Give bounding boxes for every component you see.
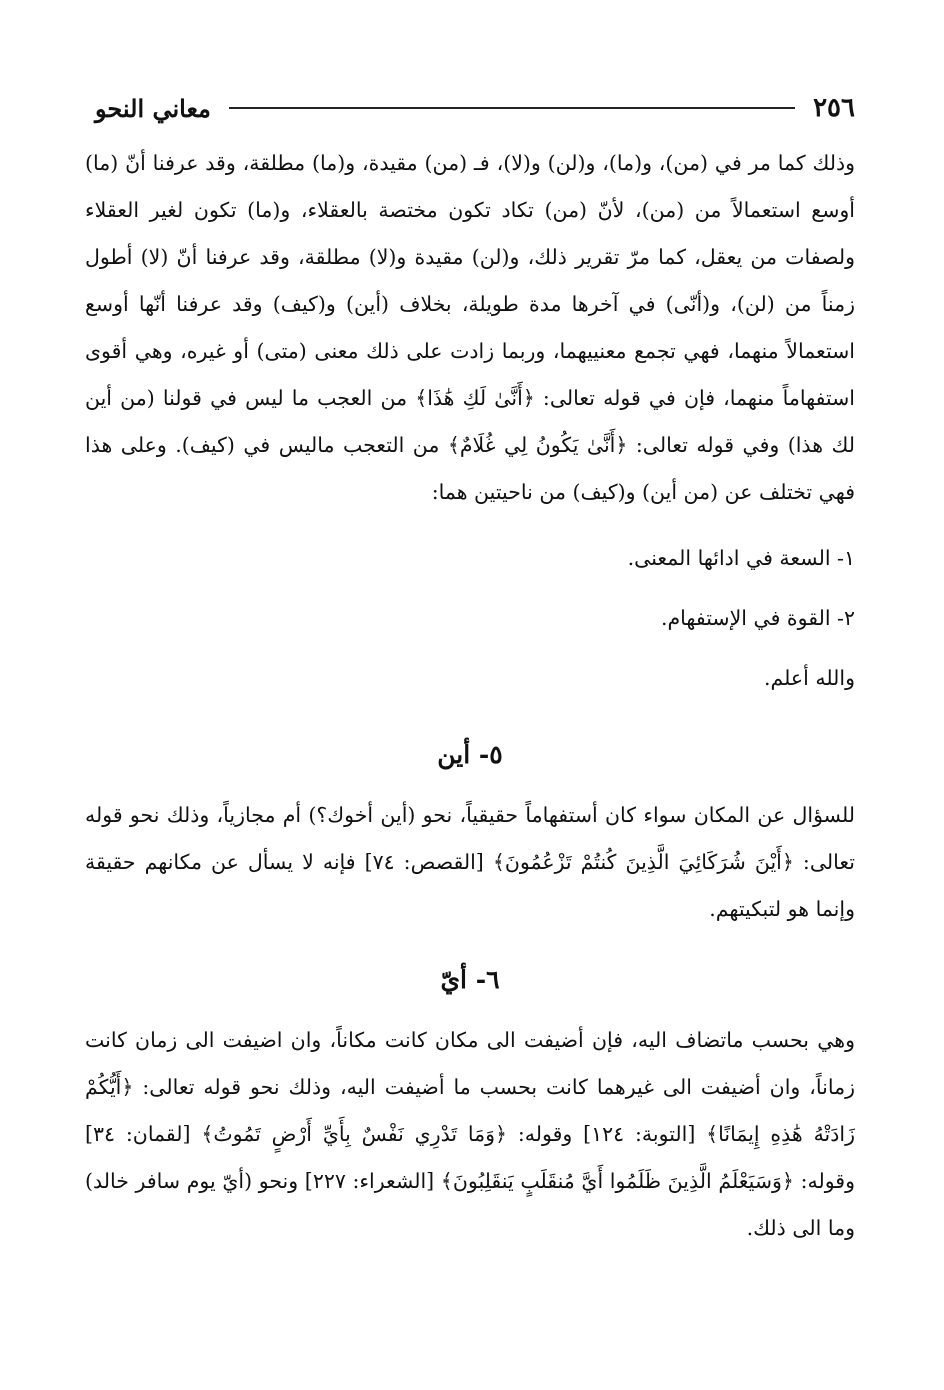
header-rule [229, 107, 795, 109]
section-heading-5: ٥- أين [437, 740, 503, 769]
section-6-paragraph: وهي بحسب ماتضاف اليه، فإن أضيفت الى مكان كانت مكاناً، وان اضيفت الى زمان كانت زماناً، وان أضيفت الى غيرهما كانت بحسب ما أضيفت اليه، وذلك نحو قوله تعالى: ﴿أَيُّكُمْ زَادَتْهُ هَٰذِهِ إِيمَانًا﴾ [التوبة: ١٢٤] وقوله: ﴿وَمَا تَدْرِي نَفْسٌ بِأَيِّ أَرْضٍ تَمُوتُ﴾ [لقمان: ٣٤] وقوله: ﴿وَسَيَعْلَمُ الَّذِينَ ظَلَمُوا أَيَّ مُنقَلَبٍ يَنقَلِبُونَ﴾ [الشعراء: ٢٢٧] ونحو (أيّ يوم سافر خالد) وما الى ذلك. [85, 1028, 855, 1240]
page-number: ٢٥٦ [813, 93, 855, 123]
book-title: معاني النحو [95, 93, 211, 123]
page-header [95, 88, 855, 128]
page-body [85, 140, 855, 1252]
section-heading-6: ٦- أيّ [440, 965, 500, 994]
intro-paragraph: وذلك كما مر في (من)، و(ما)، و(لن) و(لا)، فـ (من) مقيدة، و(ما) مطلقة، وقد عرفنا أنّ (ما) أوسع استعمالاً من (من)، لأنّ (من) تكاد تكون مختصة بالعقلاء، و(ما) تكون لغير العقلاء ولصفات من يعقل، كما مرّ تقرير ذلك، و(لن) مقيدة و(لا) مطلقة، وقد عرفنا أنّ (لا) أطول زمناً من (لن)، و(أنّى) في آخرها مدة طويلة، بخلاف (أين) و(كيف) وقد عرفنا أنّها أوسع استعمالاً منهما، فهي تجمع معنييهما، وربما زادت على ذلك معنى (متى) أو غيره، وهي أقوى استفهاماً منهما، فإن في قوله تعالى: ﴿أَنَّىٰ لَكِ هَٰذَا﴾ من العجب ما ليس في قولنا (من أين لك هذا) وفي قوله تعالى: ﴿أَنَّىٰ يَكُونُ لِي غُلَامٌ﴾ من التعجب ماليس في (كيف). وعلى هذا فهي تختلف عن (من أين) و(كيف) من ناحيتين هما: [85, 151, 855, 504]
list-item-1: ١- السعة في ادائها المعنى. [627, 546, 855, 570]
list-item-2: ٢- القوة في الإستفهام. [660, 606, 855, 630]
section-5-paragraph: للسؤال عن المكان سواء كان أستفهاماً حقيقياً، نحو (أين أخوك؟) أم مجازياً، وذلك نحو قوله تعالى: ﴿أَيْنَ شُرَكَائِيَ الَّذِينَ كُنتُمْ تَزْعُمُونَ﴾ [القصص: ٧٤] فإنه لا يسأل عن مكانهم حقيقة وإنما هو لتبكيتهم. [85, 803, 855, 921]
closing-line: والله أعلم. [763, 666, 855, 690]
